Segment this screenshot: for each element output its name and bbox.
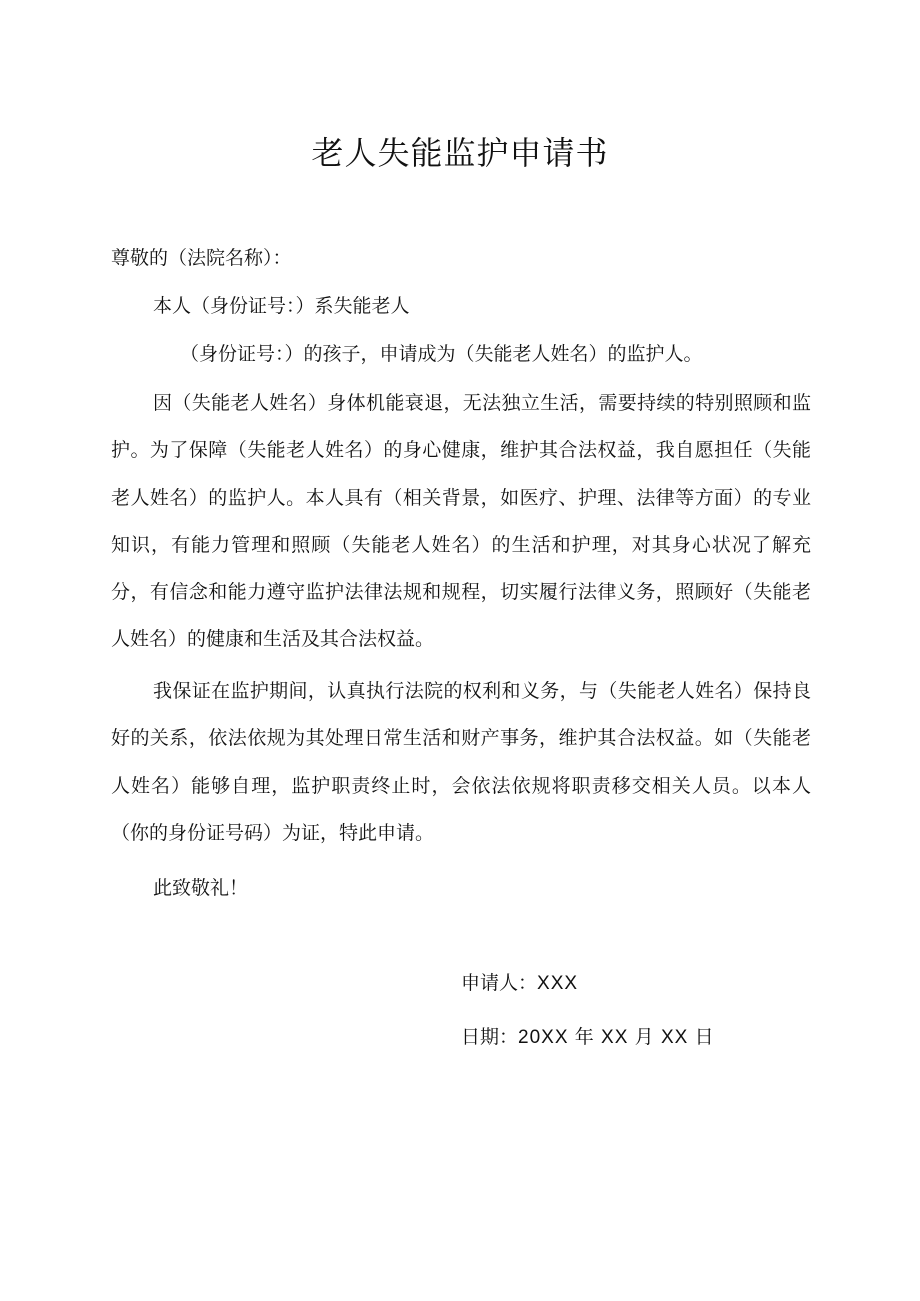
applicant-line <box>461 968 578 995</box>
date-line <box>461 1022 715 1049</box>
paragraph-guardian-reason: 因（失能老人姓名）身体机能衰退，无法独立生活，需要持续的特别照顾和监护。为了保障（失能老人姓名）的身心健康，维护其合法权益，我自愿担任（失能老人姓名）的监护人。本人具有（相关背景，如医疗、护理、法律等方面）的专业知识，有能力管理和照顾（失能老人姓名）的生活和护理，对其身心状况了解充分，有信念和能力遵守监护法律法规和规程，切实履行法律义务，照顾好（失能老人姓名）的健康和生活及其合法权益。 <box>111 392 811 651</box>
intro-line-2: （身份证号：）的孩子，申请成为（失能老人姓名）的监护人。 <box>180 343 703 365</box>
paragraph-guarantee: 我保证在监护期间，认真执行法院的权利和义务，与（失能老人姓名）保持良好的关系，依法依规为其处理日常生活和财产事务，维护其合法权益。如（失能老人姓名）能够自理，监护职责终止时，会依法依规将职责移交相关人员。以本人（你的身份证号码）为证，特此申请。 <box>111 680 811 844</box>
applicant-label: 申请人： <box>461 972 538 994</box>
closing-salute: 此致敬礼！ <box>153 877 249 899</box>
salutation: 尊敬的（法院名称）： <box>111 247 292 269</box>
intro-line-1: 本人（身份证号：）系失能老人 <box>153 295 410 317</box>
date-value: 20XX 年 XX 月 XX 日 <box>518 1027 715 1048</box>
document-title: 老人失能监护申请书 <box>311 134 609 172</box>
date-label: 日期： <box>461 1026 519 1048</box>
applicant-value: XXX <box>537 973 579 994</box>
